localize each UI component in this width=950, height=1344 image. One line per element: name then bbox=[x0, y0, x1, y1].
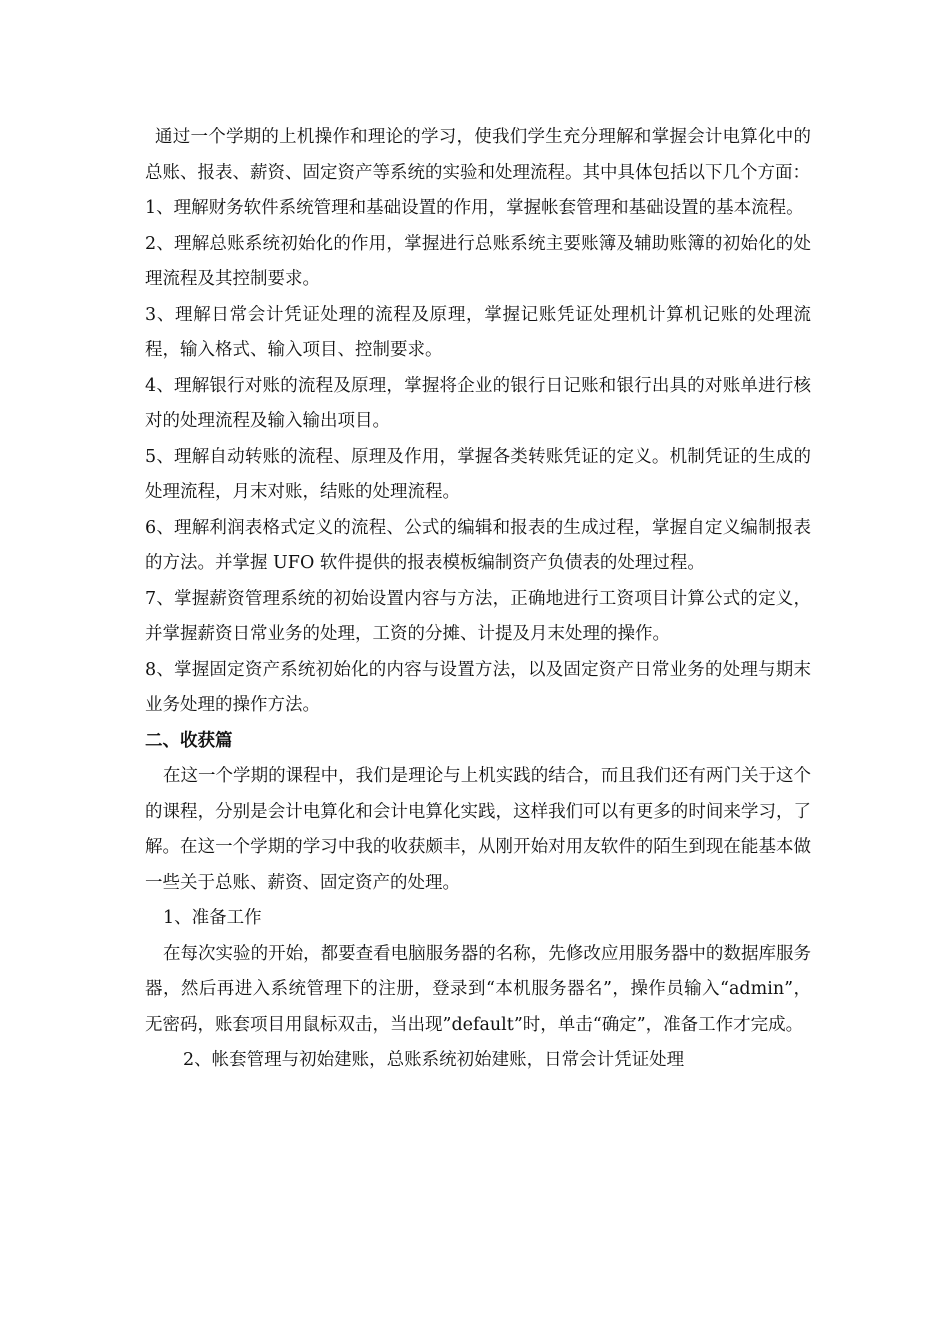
subheading-preparation: 1、准备工作 bbox=[163, 908, 262, 928]
list-item-7: 7、掌握薪资管理系统的初始设置内容与方法，正确地进行工资项目计算公式的定义，并掌握薪资日常业务的处理，工资的分摊、计提及月末处理的操作。 bbox=[145, 588, 811, 644]
list-item-1: 1、理解财务软件系统管理和基础设置的作用，掌握帐套管理和基础设置的基本流程。 bbox=[145, 198, 804, 218]
list-item-5: 5、理解自动转账的流程、原理及作用，掌握各类转账凭证的定义。机制凭证的生成的处理流程，月末对账，结账的处理流程。 bbox=[145, 446, 811, 502]
section-heading-harvest: 二、收获篇 bbox=[145, 730, 233, 751]
list-item-6: 6、理解利润表格式定义的流程、公式的编辑和报表的生成过程，掌握自定义编制报表的方法。并掌握 UFO 软件提供的报表模板编制资产负债表的处理过程。 bbox=[145, 517, 811, 573]
document-body bbox=[145, 120, 811, 1079]
list-item-3: 3、理解日常会计凭证处理的流程及原理，掌握记账凭证处理机计算机记账的处理流程，输入格式、输入项目、控制要求。 bbox=[145, 304, 811, 360]
list-item-2: 2、理解总账系统初始化的作用，掌握进行总账系统主要账簿及辅助账簿的初始化的处理流程及其控制要求。 bbox=[145, 233, 811, 289]
list-item-8: 8、掌握固定资产系统初始化的内容与设置方法，以及固定资产日常业务的处理与期末业务处理的操作方法。 bbox=[145, 659, 811, 715]
list-item-4: 4、理解银行对账的流程及原理，掌握将企业的银行日记账和银行出具的对账单进行核对的处理流程及输入输出项目。 bbox=[145, 375, 811, 431]
intro-paragraph: 通过一个学期的上机操作和理论的学习，使我们学生充分理解和掌握会计电算化中的总账、报表、薪资、固定资产等系统的实验和处理流程。其中具体包括以下几个方面： bbox=[145, 127, 811, 183]
preparation-paragraph: 在每次实验的开始，都要查看电脑服务器的名称，先修改应用服务器中的数据库服务器，然后再进入系统管理下的注册，登录到“本机服务器名”，操作员输入“admin”，无密码，账套项目用鼠标双击，当出现”default”时，单击“确定”，准备工作才完成。 bbox=[145, 943, 811, 1035]
harvest-paragraph: 在这一个学期的课程中，我们是理论与上机实践的结合，而且我们还有两门关于这个的课程，分别是会计电算化和会计电算化实践，这样我们可以有更多的时间来学习，了解。在这一个学期的学习中我的收获颇丰，从刚开始对用友软件的陌生到现在能基本做一些关于总账、薪资、固定资产的处理。 bbox=[145, 766, 811, 893]
subheading-account-setup: 2、帐套管理与初始建账，总账系统初始建账，日常会计凭证处理 bbox=[183, 1050, 685, 1070]
